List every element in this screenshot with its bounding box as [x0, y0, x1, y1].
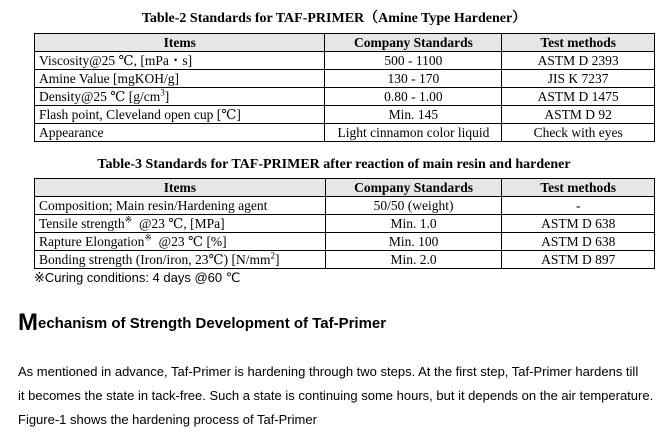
item-text: Bonding strength (Iron/iron, 23℃) [N/mm	[39, 251, 271, 267]
footnote-mark: ※	[124, 214, 133, 224]
superscript: 2	[270, 250, 275, 260]
table-3	[34, 178, 655, 269]
table-row	[35, 251, 655, 269]
item-text-suffix: ]	[274, 251, 280, 267]
header-company-standards: Company Standards	[325, 179, 502, 197]
item-text: Tensile strength	[39, 215, 125, 231]
method-cell: ASTM D 2393	[502, 52, 655, 70]
body-paragraph	[18, 360, 663, 432]
table-row	[35, 124, 655, 142]
method-cell: ASTM D 897	[502, 251, 655, 269]
method-cell: ASTM D 638	[502, 215, 655, 233]
item-cell	[35, 88, 325, 106]
table-2-caption: Table-2 Standards for TAF-PRIMER（Amine Type Hardener）	[141, 11, 527, 26]
item-cell: Composition; Main resin/Hardening agent	[35, 197, 326, 215]
table-2	[34, 33, 655, 142]
item-text-suffix: @23 ℃, [MPa]	[132, 215, 225, 231]
paragraph-line: it becomes the state in tack-free. Such a state is continuing some hours, but it depends on the air temperature.	[18, 388, 654, 403]
table-row	[35, 88, 655, 106]
standard-cell: Min. 1.0	[325, 215, 502, 233]
header-items: Items	[35, 179, 326, 197]
item-text-suffix: ]	[164, 88, 170, 104]
method-cell: ASTM D 638	[502, 233, 655, 251]
standard-cell: Min. 2.0	[325, 251, 502, 269]
standard-cell: 0.80 - 1.00	[325, 88, 502, 106]
footnote-mark: ※	[144, 232, 152, 242]
standard-cell: Light cinnamon color liquid	[325, 124, 502, 142]
curing-conditions-note: ※Curing conditions: 4 days @60 ℃	[34, 270, 241, 285]
standard-cell: Min. 100	[325, 233, 502, 251]
standard-cell: 50/50 (weight)	[325, 197, 502, 215]
header-company-standards: Company Standards	[325, 34, 502, 52]
item-cell: Viscosity@25 ℃, [mPa・s]	[35, 52, 325, 70]
item-cell	[35, 215, 326, 233]
header-test-methods: Test methods	[502, 179, 655, 197]
method-cell: ASTM D 92	[502, 106, 655, 124]
table-row	[35, 52, 655, 70]
heading-text: echanism of Strength Development of Taf-Primer	[38, 315, 387, 332]
item-text: Rapture Elongation	[39, 233, 145, 249]
table-row	[35, 70, 655, 88]
header-items: Items	[35, 34, 325, 52]
item-cell: Appearance	[35, 124, 325, 142]
method-cell: JIS K 7237	[502, 70, 655, 88]
heading-initial: M	[18, 309, 38, 336]
item-text: Density@25 ℃ [g/cm	[39, 88, 161, 104]
table-row	[35, 106, 655, 124]
method-cell: Check with eyes	[502, 124, 655, 142]
superscript: 3	[160, 87, 165, 97]
standard-cell: Min. 145	[325, 106, 502, 124]
item-text-suffix: @23 ℃ [%]	[151, 233, 227, 249]
table-row	[35, 215, 655, 233]
item-cell	[35, 251, 326, 269]
standard-cell: 130 - 170	[325, 70, 502, 88]
paragraph-line: Figure-1 shows the hardening process of Taf-Primer	[18, 412, 317, 427]
item-cell: Amine Value [mgKOH/g]	[35, 70, 325, 88]
standard-cell: 500 - 1100	[325, 52, 502, 70]
table-row	[35, 233, 655, 251]
header-test-methods: Test methods	[502, 34, 655, 52]
table-header-row	[35, 34, 655, 52]
table-header-row	[35, 179, 655, 197]
section-heading	[18, 309, 387, 336]
method-cell: -	[502, 197, 655, 215]
item-cell: Flash point, Cleveland open cup [℃]	[35, 106, 325, 124]
table-3-caption: Table-3 Standards for TAF-PRIMER after reaction of main resin and hardener	[97, 157, 571, 172]
paragraph-line: As mentioned in advance, Taf-Primer is hardening through two steps. At the first step, Taf-Primer hardens till	[18, 364, 639, 379]
table-row	[35, 197, 655, 215]
item-cell	[35, 233, 326, 251]
method-cell: ASTM D 1475	[502, 88, 655, 106]
